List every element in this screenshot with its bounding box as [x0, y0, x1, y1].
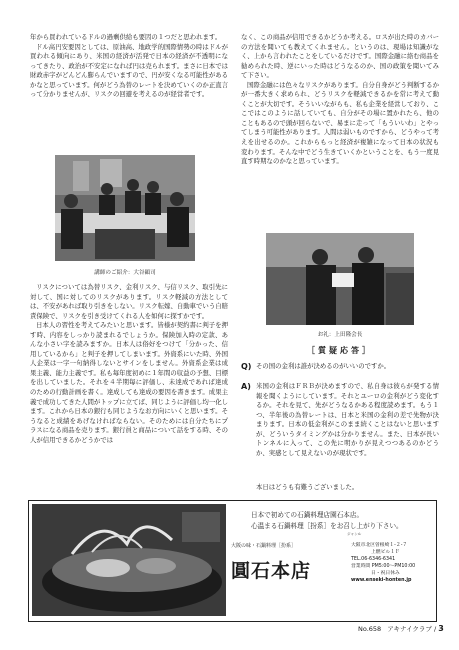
speaker-photo-image	[55, 155, 195, 261]
article-left-top	[30, 33, 228, 100]
question-text: その国の金利は誰が決めるのがいいのですか。	[256, 362, 391, 370]
ad-logo: 圓石本店	[231, 560, 312, 582]
ad-building: 上燃ビル１Ｆ	[371, 550, 400, 555]
ad-ruby: ジャンル	[347, 532, 362, 536]
thanks-photo-image	[266, 233, 414, 325]
article-paragraph: ドル高円安要因としては、原油高、地政学的国際情勢の時はドルが買われる傾向にあり、米国の経済が活発で日本の経済が不透明になってきたり、政治が不安定になれば円は売られます。まさに日本では財政赤字がどんどん膨らんでいますので、円が安くなる可能性があるかなと思っています。何がどう為替のレートを決めていくのか正直言って分かりませんが、リスクの回避を考えるのが経営者です。	[30, 42, 228, 99]
article-left-bottom	[30, 283, 228, 445]
ad-food-photo	[32, 504, 226, 616]
article-right	[241, 33, 439, 167]
article-paragraph: リスクについては為替リスク、金利リスク、与信リスク、取引先に対して、国に対してのリスクがあります。リスク軽減の方法としては、不安があれば取り引きをしない。リスク転嫁、自動車でいう自賠責保険で、リスクを引き受けてくれる人を如何に探すかです。	[30, 283, 228, 320]
article-paragraph: なく、この商品が信用できるかどうか考える。ロスが出た時のカバーの方法を聞いても教えてくれません。というのは、現場は知識がなく、上から言われたことをしているだけです。国際金融に絡む商品を勧められた時、逆にいった時はどうなるのか、国の政策を聞いてみて下さい。	[241, 33, 439, 80]
article-paragraph: 国際金融には色々なリスクがあります。自分自身がどう判断するかが一番大きく求められ、どうリスクを軽減できるかを常に考えて動くことが大切です。そういいながらも、私も企業を経営しており、ここではこのように話していても、自分がその場に置かれたら、他のこともあるので頭が回らないで、易まに走って「もういいわ」とやってしまう可能性があります。人間は弱いものですから、どうやって考えを出せるのか。これからもっと経済が複雑になって日本の状況も変わります。そんな中でどう生きていくかということを、もう一度見直す時期なのかなと思っています。	[241, 80, 439, 166]
ad-tel: TEL.06-6346-6341	[351, 557, 396, 562]
article-paragraph: 年から買われているドルの過剰供給も要因の１つだと思われます。	[30, 33, 222, 41]
thanks-photo	[266, 233, 414, 325]
speaker-photo-caption: 講師のご紹介：大谷顕司	[94, 270, 156, 276]
qa-heading: ［質疑応答］	[307, 346, 373, 355]
ad-small-label: 大阪の味・石鍋料理［扮系］	[231, 543, 297, 549]
issue-number: No.658	[358, 625, 382, 633]
ad-address: 大阪市北区曽根崎１-２-７	[351, 543, 408, 548]
thanks-photo-caption: お礼：上田隆会長	[317, 332, 363, 338]
footer-separator: /	[434, 625, 437, 633]
page-footer	[358, 624, 444, 633]
ad-info	[231, 504, 431, 616]
ad-hours: 営業時間 PM5:00～PM10:00	[351, 564, 416, 569]
question-mark: Q)	[241, 362, 252, 371]
answer-mark: A)	[241, 382, 251, 391]
restaurant-ad	[28, 500, 437, 622]
page-number: 3	[438, 624, 444, 633]
ad-tagline	[251, 510, 423, 536]
ad-tagline-line2: 心温まる石鍋料理［扮系］をお召し上がり下さい。	[251, 522, 403, 530]
stone-pot-image	[32, 504, 226, 616]
qa-question	[241, 362, 439, 372]
speaker-photo	[55, 155, 195, 261]
ad-contact	[351, 542, 431, 584]
qa-answer	[241, 382, 439, 458]
closing-remark: 本日はどうも有難うございました。	[256, 483, 359, 491]
answer-text: 米国の金利はＦＲＢが決めますので、私自身は彼らが発する情報を聞くようにしています。それとユーロの金利がどう変化するか。それを見て、先がどうなるかある程度読めます。もう１つ、半年後の為替レートは、日本と米国の金利の差で先物が決まります。日本の低金利がこのまま続くことはないと思いますが、どういうタイミングかは分かりません。また、日本が長いトンネルに入って、この先に明かりが見えつつあるのかどうか、実感として見えないのが現状です。	[256, 382, 439, 457]
ad-tagline-line1: 日本で初めての石鍋料理店園石本店。	[251, 511, 364, 519]
ad-url: www.enseki-honten.jp	[351, 578, 412, 583]
ad-holiday: 日・祝日休み	[371, 571, 400, 576]
magazine-name: アキナイクラブ	[387, 625, 432, 633]
article-paragraph: 日本人の習性を考えてみたいと思います。皆様が契約書に判子を押す時、内容をしっかり読まれるでしょうか。保険加入時の定款、あんな小さい字を読みますか。日本人は俗好をつけて「分かった、信用しているから」と判子を押してしまいます。外資系にいた時、外国人企業は一字一句納得しないとサインをしません。外資系企業は成果主義、能力主義です。私も毎年度初めに１年間の収益の予想、目標を出していました。それを４半期毎に評価し、未達成であれば達成のための行動計画を書く。達成しても達成の要因を書きます。成果主義で成功してきた人間がトップに立てば、同じように評価し均一化します。これから日本の銀行も同じようなお方向にいくと思います。そうなると成績をあげなければならない。そのためには自分たちにプラスになる商品を売ります。銀行員と商品について話をする時、その人が信用できるかどうかでは	[30, 321, 228, 444]
